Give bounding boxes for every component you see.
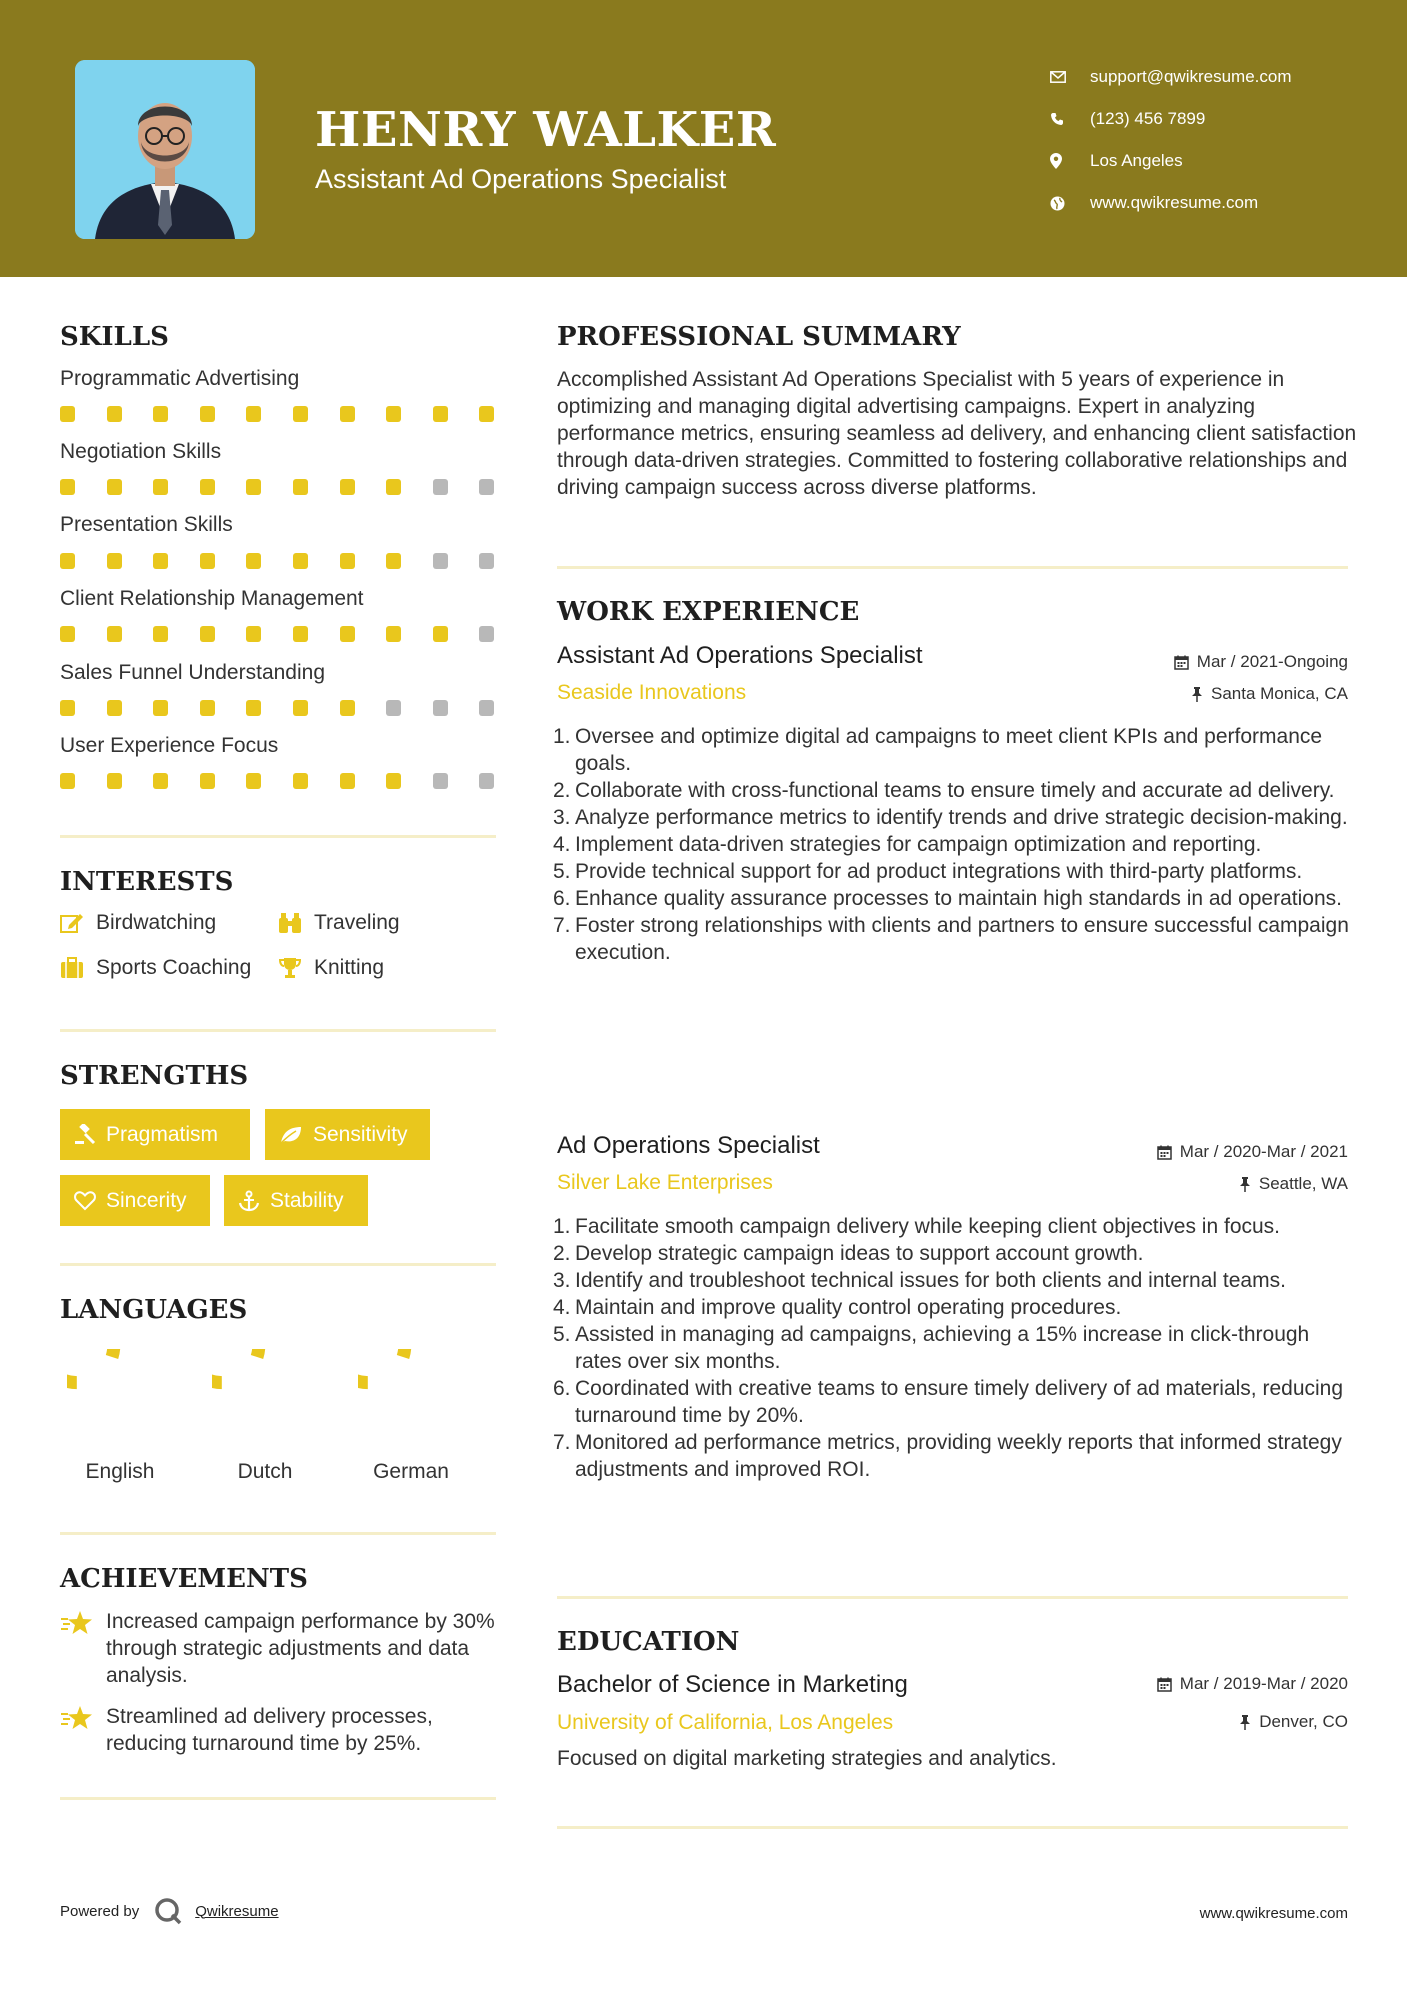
skill-dot-filled [246,773,261,789]
skill-dot-filled [340,700,355,716]
skill-dot-filled [293,773,308,789]
skill-dot-filled [60,626,75,642]
achievement-text: Streamlined ad delivery processes, reducing turnaround time by 25%. [106,1705,433,1755]
list-item: 6. Coordinated with creative teams to ensure timely delivery of ad materials, reducing turnaround time by 20%. [553,1377,1344,1427]
list-item: 6. Enhance quality assurance processes to maintain high standards in ad operations. [553,887,1342,910]
skill-dot-empty [479,626,494,642]
phone-icon [1050,112,1090,126]
gavel-icon [74,1124,96,1146]
skill-dot-filled [107,406,122,422]
section-divider [60,1532,496,1535]
skill-dot-filled [107,553,122,569]
list-item-text: Maintain and improve quality control operating procedures. [575,1296,1122,1319]
skill-dot-filled [153,626,168,642]
list-item: 7. Monitored ad performance metrics, providing weekly reports that informed strategy adjustments and improved ROI. [553,1431,1342,1481]
list-item-text: Collaborate with cross-functional teams to ensure timely and accurate ad delivery. [575,779,1335,802]
skill-dot-filled [246,406,261,422]
skill-dot-filled [200,700,215,716]
contact-website-text: www.qwikresume.com [1090,193,1259,212]
job-location-text: Santa Monica, CA [1210,684,1348,703]
job-responsibilities [553,723,1357,966]
contact-location-text: Los Angeles [1090,151,1183,170]
list-item: 4. Implement data-driven strategies for campaign optimization and reporting. [553,833,1262,856]
contact-email-text: support@qwikresume.com [1090,67,1292,86]
list-item-text: Implement data-driven strategies for campaign optimization and reporting. [575,833,1262,856]
skill-dot-empty [479,773,494,789]
section-divider [60,1797,496,1800]
language-level-ring [67,1349,157,1439]
skill-dot-filled [153,773,168,789]
skill-dot-filled [340,773,355,789]
skill-name: Presentation Skills [60,513,233,536]
binoculars-icon [278,912,302,934]
company-name: Silver Lake Enterprises [557,1171,773,1194]
skill-dot-empty [479,553,494,569]
interest-item [60,956,251,980]
interest-item [278,956,384,980]
skill-dot-filled [200,406,215,422]
summary-heading: PROFESSIONAL SUMMARY [557,322,961,352]
contact-website[interactable] [1050,182,1292,224]
job-dates [1157,1142,1348,1162]
skill-dot-filled [200,479,215,495]
job-location [1239,1174,1348,1194]
strength-label: Sincerity [106,1188,187,1212]
strength-label: Stability [270,1188,344,1212]
list-item: 1. Facilitate smooth campaign delivery while keeping client objectives in focus. [553,1215,1281,1238]
skill-dot-empty [386,700,401,716]
language-label: Dutch [237,1460,293,1483]
education-location [1239,1712,1348,1732]
job-dates-text: Mar / 2021-Ongoing [1196,652,1348,671]
skill-dot-filled [293,479,308,495]
profile-photo [75,60,255,239]
skill-rating [60,700,526,716]
leaf-icon [279,1125,303,1145]
candidate-name: HENRY WALKER [315,102,777,158]
calendar-icon [1174,655,1189,670]
skill-rating [60,626,526,642]
education-dates-text: Mar / 2019-Mar / 2020 [1179,1674,1348,1693]
skill-dot-filled [340,406,355,422]
suitcase-icon [60,957,84,979]
education-heading: EDUCATION [557,1627,740,1657]
skill-dot-filled [246,479,261,495]
skill-rating [60,553,526,569]
list-item-text: Develop strategic campaign ideas to support account growth. [575,1242,1144,1265]
job-dates [1174,652,1348,672]
location-pin-icon [1050,153,1090,169]
contact-list [1050,56,1292,224]
powered-by-text: Powered by [60,1902,140,1920]
skill-name: Programmatic Advertising [60,367,300,390]
trophy-icon [278,957,302,979]
section-divider [60,835,496,838]
achievement-item [60,1703,500,1757]
strength-label: Sensitivity [313,1122,408,1146]
education-description: Focused on digital marketing strategies and analytics. [557,1747,1057,1770]
skill-dot-filled [386,626,401,642]
job-title: Assistant Ad Operations Specialist [557,642,923,669]
summary-text: Accomplished Assistant Ad Operations Specialist with 5 years of experience in optimizing and managing digital advertising campaigns. Expert in analyzing performance metrics, ensuring seamless ad delivery, and enhancing client satisfaction through data-driven strategies. Committed to fostering collaborative relationships and driving campaign success across diverse platforms. [557,368,1357,499]
skill-dot-filled [340,553,355,569]
strength-tag [224,1175,368,1226]
skill-dot-filled [293,626,308,642]
language-level-ring [212,1349,302,1439]
section-divider [60,1263,496,1266]
language-level-ring [358,1349,448,1439]
list-item: 3. Analyze performance metrics to identify trends and drive strategic decision-making. [553,806,1348,829]
list-item-text: Enhance quality assurance processes to maintain high standards in ad operations. [575,887,1342,910]
skill-dot-filled [60,406,75,422]
pushpin-icon [1239,1715,1251,1730]
pencil-square-icon [60,912,84,934]
skill-rating [60,773,526,789]
skill-dot-filled [60,479,75,495]
skill-dot-filled [200,553,215,569]
list-item-text: Foster strong relationships with clients and partners to ensure successful campaign execution. [575,914,1349,964]
globe-icon [1050,196,1090,211]
skill-name: Client Relationship Management [60,587,364,610]
skill-dot-filled [293,406,308,422]
skill-dot-filled [246,700,261,716]
skill-dot-filled [246,553,261,569]
list-item-text: Facilitate smooth campaign delivery while keeping client objectives in focus. [575,1215,1281,1238]
language-level-arc [358,1349,405,1383]
contact-phone[interactable] [1050,98,1292,140]
strength-tag [60,1175,210,1226]
skill-dot-empty [433,700,448,716]
star-icon [60,1610,94,1636]
achievement-item [60,1608,500,1689]
header-band [0,0,1407,277]
skill-dot-filled [433,406,448,422]
footer-powered-by [60,1896,279,1926]
candidate-role: Assistant Ad Operations Specialist [315,164,727,194]
strength-tag [60,1109,250,1160]
skill-dot-filled [340,626,355,642]
skill-dot-filled [107,773,122,789]
pushpin-icon [1191,687,1203,702]
skill-dot-filled [153,406,168,422]
school-name: University of California, Los Angeles [557,1711,894,1734]
list-item: 2. Develop strategic campaign ideas to support account growth. [553,1242,1144,1265]
anchor-icon [238,1190,260,1212]
skill-dot-filled [479,406,494,422]
list-item: 3. Identify and troubleshoot technical issues for both clients and internal teams. [553,1269,1286,1292]
achievement-text: Increased campaign performance by 30% through strategic adjustments and data analysis. [106,1610,495,1687]
language-level-arc [212,1349,259,1383]
section-divider [557,566,1348,569]
strength-tag [265,1109,430,1160]
list-item: 4. Maintain and improve quality control operating procedures. [553,1296,1122,1319]
language-label: English [85,1460,155,1483]
skill-dot-filled [107,700,122,716]
skill-dot-filled [293,553,308,569]
skill-dot-filled [153,553,168,569]
section-divider [60,1029,496,1032]
job-dates-text: Mar / 2020-Mar / 2021 [1179,1142,1348,1161]
contact-location [1050,140,1292,182]
list-item-text: Identify and troubleshoot technical issues for both clients and internal teams. [575,1269,1286,1292]
skill-name: User Experience Focus [60,734,279,757]
language-level-arc [67,1349,114,1383]
skill-name: Sales Funnel Understanding [60,661,326,684]
contact-email[interactable] [1050,56,1292,98]
skill-rating [60,479,526,495]
skill-dot-filled [386,773,401,789]
skill-dot-empty [479,700,494,716]
skill-dot-filled [293,700,308,716]
list-item: 2. Collaborate with cross-functional teams to ensure timely and accurate ad delivery. [553,779,1335,802]
contact-phone-text: (123) 456 7899 [1090,109,1206,128]
languages-heading: LANGUAGES [60,1295,248,1325]
company-name: Seaside Innovations [557,681,747,704]
skill-dot-filled [153,700,168,716]
skill-dot-filled [107,479,122,495]
skill-dot-filled [200,626,215,642]
skill-dot-filled [340,479,355,495]
skill-dot-filled [386,479,401,495]
skill-dot-filled [200,773,215,789]
qwikresume-logo-icon [153,1896,183,1926]
list-item-text: Coordinated with creative teams to ensure timely delivery of ad materials, reducing turnaround time by 20%. [575,1377,1344,1427]
skill-dot-filled [386,406,401,422]
section-divider [557,1596,1348,1599]
skill-dot-filled [246,626,261,642]
achievements-heading: ACHIEVEMENTS [60,1564,308,1594]
calendar-icon [1157,1145,1172,1160]
list-item: 5. Assisted in managing ad campaigns, achieving a 15% increase in click-through rates over six months. [553,1323,1310,1373]
list-item-text: Monitored ad performance metrics, providing weekly reports that informed strategy adjustments and improved ROI. [575,1431,1342,1481]
list-item-text: Analyze performance metrics to identify trends and drive strategic decision-making. [575,806,1348,829]
education-dates [1157,1674,1348,1694]
job-title: Ad Operations Specialist [557,1132,820,1159]
skill-dot-filled [386,553,401,569]
skill-dot-filled [60,773,75,789]
list-item: 7. Foster strong relationships with clients and partners to ensure successful campaign execution. [553,914,1349,964]
section-divider [557,1826,1348,1829]
skills-heading: SKILLS [60,322,169,352]
skill-rating [60,406,526,422]
job-location-text: Seattle, WA [1258,1174,1348,1193]
interest-label: Sports Coaching [96,956,252,979]
list-item: 1. Oversee and optimize digital ad campaigns to meet client KPIs and performance goals. [553,725,1323,775]
skill-dot-filled [107,626,122,642]
interests-heading: INTERESTS [60,867,234,897]
experience-heading: WORK EXPERIENCE [557,597,860,627]
interest-item [278,911,400,935]
education-location-text: Denver, CO [1259,1712,1348,1731]
strengths-heading: STRENGTHS [60,1061,249,1091]
interest-label: Traveling [314,911,400,934]
skill-dot-empty [433,553,448,569]
skill-dot-filled [433,626,448,642]
list-item-text: Provide technical support for ad product integrations with third-party platforms. [575,860,1303,883]
skill-name: Negotiation Skills [60,440,222,463]
star-icon [60,1705,94,1731]
job-responsibilities [553,1213,1357,1483]
interest-item [60,911,216,935]
calendar-icon [1157,1677,1172,1692]
list-item-text: Oversee and optimize digital ad campaigns to meet client KPIs and performance goals. [575,725,1323,775]
strength-label: Pragmatism [106,1122,219,1146]
heart-icon [74,1191,96,1211]
skill-dot-empty [433,479,448,495]
envelope-icon [1050,71,1090,83]
qwikresume-link[interactable]: Qwikresume [195,1902,279,1920]
list-item-text: Assisted in managing ad campaigns, achieving a 15% increase in click-through rates over six months. [575,1323,1310,1373]
interest-label: Birdwatching [96,911,217,934]
job-location [1191,684,1348,704]
skill-dot-filled [60,700,75,716]
list-item: 5. Provide technical support for ad product integrations with third-party platforms. [553,860,1303,883]
degree-title: Bachelor of Science in Marketing [557,1671,908,1698]
interest-label: Knitting [314,956,385,979]
footer-website[interactable]: www.qwikresume.com [1199,1905,1348,1922]
skill-dot-empty [479,479,494,495]
skill-dot-filled [60,553,75,569]
language-label: German [373,1460,449,1483]
skill-dot-filled [153,479,168,495]
pushpin-icon [1239,1177,1251,1192]
skill-dot-empty [433,773,448,789]
